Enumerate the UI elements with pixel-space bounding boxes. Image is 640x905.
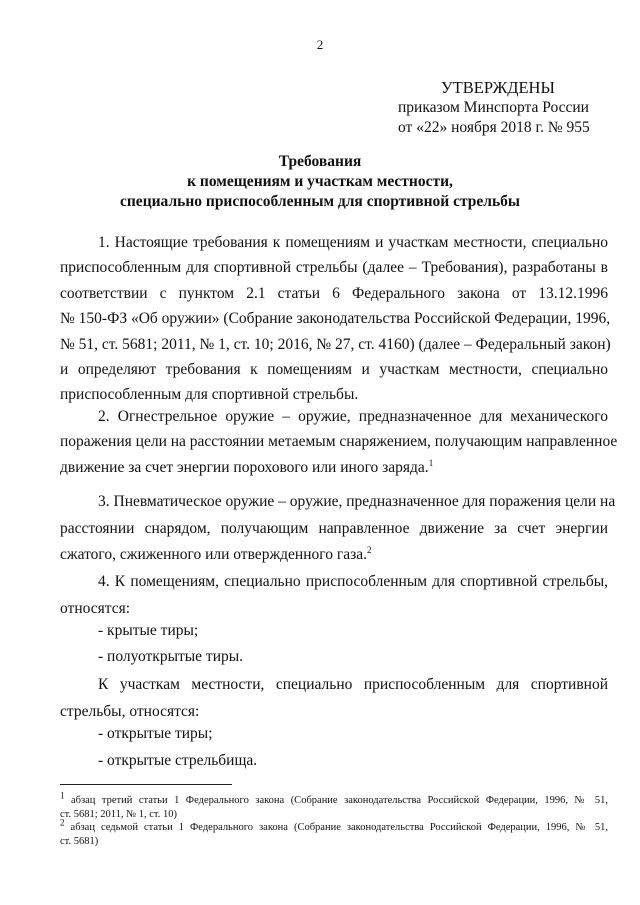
paragraph-3	[60, 489, 616, 569]
paragraph-line: соответствии с пунктом 2.1 статьи 6 Федерального закона от 13.12.1996	[60, 284, 608, 302]
paragraph-line: приспособленным для спортивной стрельбы.	[60, 386, 359, 404]
paragraph-line-with-footnote	[60, 542, 608, 569]
paragraph-text: движение за счет энергии порохового или иного заряда.	[60, 458, 429, 476]
paragraph-line: поражения цели на расстоянии метаемым снаряжением, получающим направленное	[60, 433, 618, 451]
footnote-line	[60, 790, 608, 808]
footnote-text: абзац третий статьи 1 Федерального закона (Собрание законодательства Российской Федерации, 1996, № 51,	[70, 795, 608, 806]
paragraph-line: и определяют требования к помещениям и участкам местности, специально	[60, 361, 608, 379]
footnote-text: абзац седьмой статьи 1 Федерального закона (Собрание законодательства Российской Федерации, 1996, № 51,	[70, 822, 609, 833]
paragraph-text: сжатого, сжиженного или отвержденного газа.	[60, 546, 367, 564]
paragraph-line: стрельбы, относятся:	[60, 703, 200, 720]
paragraph-line-with-footnote	[60, 455, 608, 480]
paragraph-line: 1. Настоящие требования к помещениям и участкам местности, специально	[98, 234, 608, 251]
paragraph-4	[60, 568, 608, 622]
paragraph-line: № 51, ст. 5681; 2011, № 1, ст. 10; 2016, № 27, ст. 4160) (далее – Федеральный закон)	[60, 335, 611, 353]
footnote-1	[60, 790, 608, 821]
footnote-line: ст. 5681)	[60, 835, 99, 847]
list-item: - открытые тиры;	[98, 725, 213, 742]
approval-order: приказом Минспорта России	[398, 99, 589, 116]
paragraph-line: относятся:	[60, 600, 131, 617]
approval-heading: УТВЕРЖДЕНЫ	[441, 78, 555, 97]
footnote-mark: 1	[60, 790, 65, 801]
footnote-line: ст. 5681; 2011, № 1, ст. 10)	[60, 808, 177, 820]
document-title	[0, 152, 640, 212]
footnote-mark: 2	[60, 817, 65, 828]
paragraph-line: К участкам местности, специально приспособленным для спортивной	[98, 676, 608, 693]
footnote-line	[60, 817, 609, 835]
footnote-reference-2[interactable]: 2	[366, 545, 372, 556]
footnotes	[60, 790, 609, 848]
paragraph-line: 4. К помещениям, специально приспособленным для спортивной стрельбы,	[98, 573, 608, 590]
paragraph-2	[60, 404, 618, 480]
title-line-2: к помещениям и участкам местности,	[187, 173, 453, 190]
paragraph-line: 3. Пневматическое оружие – оружие, предназначенное для поражения цели на	[98, 493, 616, 510]
paragraph-line: расстоянии снарядом, получающим направленное движение за счет энергии	[60, 519, 608, 537]
approval-date: от «22» ноября 2018 г. № 955	[398, 119, 590, 136]
list-item: - открытые стрельбища.	[98, 752, 258, 769]
paragraph-1	[60, 230, 611, 408]
paragraph-line: 2. Огнестрельное оружие – оружие, предназначенное для механического	[98, 408, 608, 425]
footnote-reference-1[interactable]: 1	[428, 457, 434, 468]
title-line-1: Требования	[278, 153, 362, 170]
paragraph-5	[60, 671, 608, 725]
list-item: - полуоткрытые тиры.	[98, 648, 244, 665]
approval-block	[398, 78, 590, 138]
footnote-2	[60, 817, 609, 848]
paragraph-line: приспособленным для спортивной стрельбы (далее – Требования), разработаны в	[60, 259, 608, 277]
title-line-3: специально приспособленным для спортивной стрельбы	[120, 193, 520, 210]
footnote-separator	[60, 784, 232, 785]
paragraph-line: № 150-ФЗ «Об оружии» (Собрание законодательства Российской Федерации, 1996,	[60, 310, 611, 328]
page-number: 2	[316, 37, 324, 52]
list-item: - крытые тиры;	[98, 622, 199, 639]
